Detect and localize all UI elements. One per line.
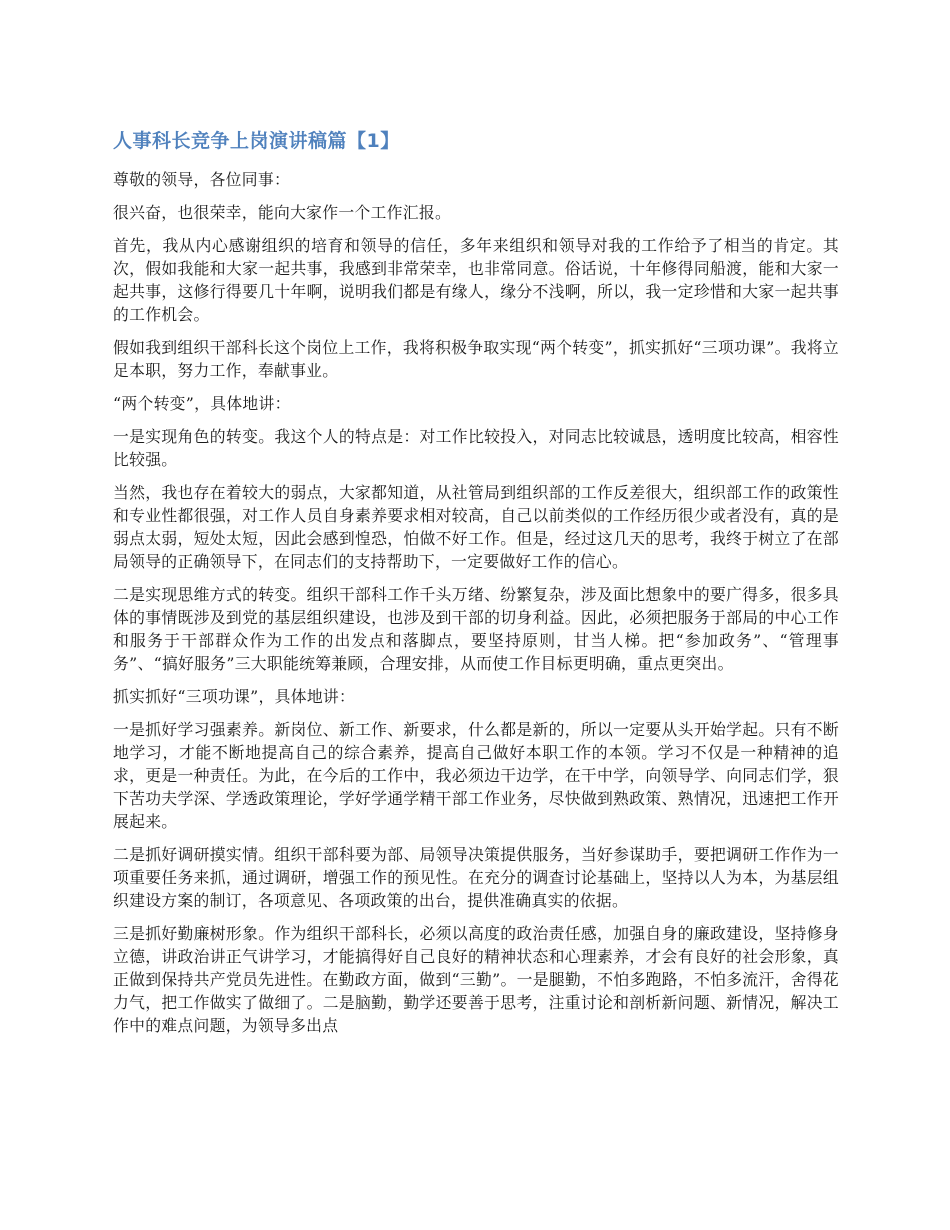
document-title: 人事科长竞争上岗演讲稿篇【1】 [113, 130, 400, 152]
paragraph-thinking-change: 二是实现思维方式的转变。组织干部科工作千头万绪、纷繁复杂，涉及面比想象中的要广得多，很多具体的事情既涉及到党的基层组织建设，也涉及到干部的切身利益。因此，必须把服务于部局的中心工作和服务于干部群众作为工作的出发点和落脚点，要坚持原则，甘当人梯。把“参加政务”、“管理事务”、“搞好服务”三大职能统筹兼顾，合理安排，从而使工作目标更明确，重点更突出。 [113, 585, 839, 673]
paragraph-goals: 假如我到组织干部科长这个岗位上工作，我将积极争取实现“两个转变”，抓实抓好“三项功课”。我将立足本职，努力工作，奉献事业。 [113, 338, 839, 380]
paragraph-three-tasks-heading: 抓实抓好“三项功课”，具体地讲： [113, 687, 356, 706]
paragraph-thanks: 首先，我从内心感谢组织的培育和领导的信任，多年来组织和领导对我的工作给予了相当的肯定。其次，假如我能和大家一起共事，我感到非常荣幸，也非常同意。俗话说，十年修得同船渡，能和大家一起共事，这修行得要几十年啊，说明我们都是有缘人，缘分不浅啊，所以，我一定珍惜和大家一起共事的工作机会。 [113, 236, 839, 324]
paragraph-integrity: 三是抓好勤廉树形象。作为组织干部科长，必须以高度的政治责任感，加强自身的廉政建设，坚持修身立德，讲政治讲正气讲学习，才能搞得好自己良好的精神状态和心理素养，才会有良好的社会形象，真正做到保持共产党员先进性。在勤政方面，做到“三勤”。一是腿勤，不怕多跑路，不怕多流汗，舍得花力气，把工作做实了做细了。二是脑勤，勤学还要善于思考，注重讨论和剖析新问题、新情况，解决工作中的难点问题，为领导多出点 [113, 924, 839, 1035]
paragraph-role-change: 一是实现角色的转变。我这个人的特点是：对工作比较投入，对同志比较诚恳，透明度比较高，相容性比较强。 [113, 427, 839, 469]
paragraph-study: 一是抓好学习强素养。新岗位、新工作、新要求，什么都是新的，所以一定要从头开始学起。只有不断地学习，才能不断地提高自己的综合素养，提高自己做好本职工作的本领。学习不仅是一种精神的追求，更是一种责任。为此，在今后的工作中，我必须边干边学，在干中学，向领导学、向同志们学，狠下苦功夫学深、学透政策理论，学好学通学精干部工作业务，尽快做到熟政策、熟情况，迅速把工作开展起来。 [113, 720, 839, 831]
paragraph-greeting: 尊敬的领导，各位同事： [113, 170, 291, 189]
paragraph-weakness: 当然，我也存在着较大的弱点，大家都知道，从社管局到组织部的工作反差很大，组织部工作的政策性和专业性都很强，对工作人员自身素养要求相对较高，自己以前类似的工作经历很少或者没有，真的是弱点太弱，短处太短，因此会感到惶恐，怕做不好工作。但是，经过这几天的思考，我终于树立了在部局领导的正确领导下，在同志们的支持帮助下，一定要做好工作的信心。 [113, 483, 839, 571]
paragraph-research: 二是抓好调研摸实情。组织干部科要为部、局领导决策提供服务，当好参谋助手，要把调研工作作为一项重要任务来抓，通过调研，增强工作的预见性。在充分的调查讨论基础上，坚持以人为本，为基层组织建设方案的制订，各项意见、各项政策的出台，提供准确真实的依据。 [113, 845, 839, 910]
paragraph-intro: 很兴奋，也很荣幸，能向大家作一个工作汇报。 [113, 203, 452, 222]
document-page [113, 126, 839, 1047]
paragraph-two-changes-heading: “两个转变”，具体地讲： [113, 394, 291, 413]
